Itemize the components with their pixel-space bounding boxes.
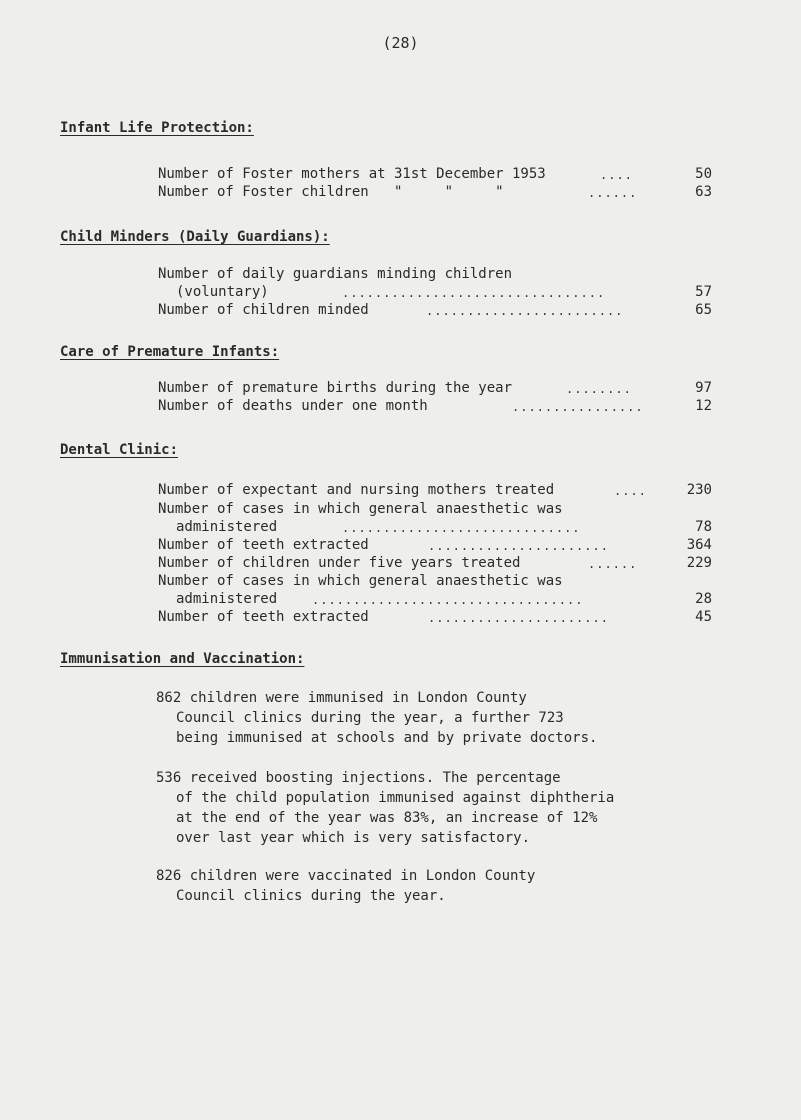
leader-dots: .............................: [342, 521, 581, 535]
leader-dots: ....: [600, 168, 633, 182]
row-label-cases-anaesthetic-mothers-cont: administered: [176, 519, 278, 535]
leader-dots: ........: [566, 382, 632, 396]
paragraph-line: 862 children were immunised in London County: [156, 690, 527, 706]
row-label-premature-births: Number of premature births during the year: [158, 380, 513, 396]
section-heading-infant-life-protection: Infant Life Protection:: [60, 120, 254, 136]
row-label-deaths-under-one-month: Number of deaths under one month: [158, 398, 428, 414]
row-label-mothers-treated: Number of expectant and nursing mothers treated: [158, 482, 555, 498]
leader-dots: ....: [614, 484, 647, 498]
row-value-children-minded: 65: [695, 302, 712, 318]
section-heading-premature-infants: Care of Premature Infants:: [60, 344, 280, 360]
leader-dots: ......: [588, 557, 638, 571]
vaccination-paragraph: [156, 866, 756, 906]
row-label-cases-anaesthetic-mothers: Number of cases in which general anaesthetic was: [158, 501, 563, 517]
row-value-teeth-extracted-children: 45: [695, 609, 712, 625]
row-label-foster-children: Number of Foster children " " ": [158, 184, 504, 200]
row-value-cases-anaesthetic-children: 28: [695, 591, 712, 607]
leader-dots: ......................: [428, 539, 609, 553]
row-label-daily-guardians: Number of daily guardians minding children: [158, 266, 513, 282]
leader-dots: ........................: [426, 304, 624, 318]
boosting-paragraph: [156, 768, 756, 848]
section-heading-dental-clinic: Dental Clinic:: [60, 442, 179, 458]
row-value-foster-mothers: 50: [695, 166, 712, 182]
row-label-cases-anaesthetic-children: Number of cases in which general anaesthetic was: [158, 573, 563, 589]
row-label-daily-guardians-cont: (voluntary): [176, 284, 269, 300]
leader-dots: ......: [588, 186, 638, 200]
paragraph-line: Council clinics during the year, a further 723: [176, 710, 564, 726]
row-value-deaths-under-one-month: 12: [695, 398, 712, 414]
paragraph-line: at the end of the year was 83%, an increase of 12%: [176, 810, 598, 826]
leader-dots: ................: [512, 400, 644, 414]
row-value-cases-anaesthetic-mothers: 78: [695, 519, 712, 535]
paragraph-line: being immunised at schools and by private doctors.: [176, 730, 598, 746]
row-value-premature-births: 97: [695, 380, 712, 396]
paragraph-line: Council clinics during the year.: [176, 888, 446, 904]
row-value-mothers-treated: 230: [686, 482, 712, 498]
paragraph-line: over last year which is very satisfactory.: [176, 830, 531, 846]
row-label-teeth-extracted-mothers: Number of teeth extracted: [158, 537, 369, 553]
section-heading-immunisation: Immunisation and Vaccination:: [60, 651, 305, 667]
row-value-children-under-five: 229: [686, 555, 712, 571]
section-heading-child-minders: Child Minders (Daily Guardians):: [60, 229, 330, 245]
paragraph-line: 826 children were vaccinated in London County: [156, 868, 536, 884]
leader-dots: ................................: [342, 286, 606, 300]
row-label-children-minded: Number of children minded: [158, 302, 369, 318]
paragraph-line: 536 received boosting injections. The percentage: [156, 770, 561, 786]
leader-dots: ......................: [428, 611, 609, 625]
immunisation-paragraph: [156, 688, 756, 748]
row-value-daily-guardians: 57: [695, 284, 712, 300]
row-label-teeth-extracted-children: Number of teeth extracted: [158, 609, 369, 625]
row-label-foster-mothers: Number of Foster mothers at 31st December 1953: [158, 166, 546, 182]
row-label-children-under-five: Number of children under five years treated: [158, 555, 521, 571]
row-label-cases-anaesthetic-children-cont: administered: [176, 591, 278, 607]
page-number: (28): [382, 34, 419, 52]
paragraph-line: of the child population immunised against diphtheria: [176, 790, 615, 806]
row-value-teeth-extracted-mothers: 364: [686, 537, 712, 553]
leader-dots: .................................: [312, 593, 584, 607]
row-value-foster-children: 63: [695, 184, 712, 200]
